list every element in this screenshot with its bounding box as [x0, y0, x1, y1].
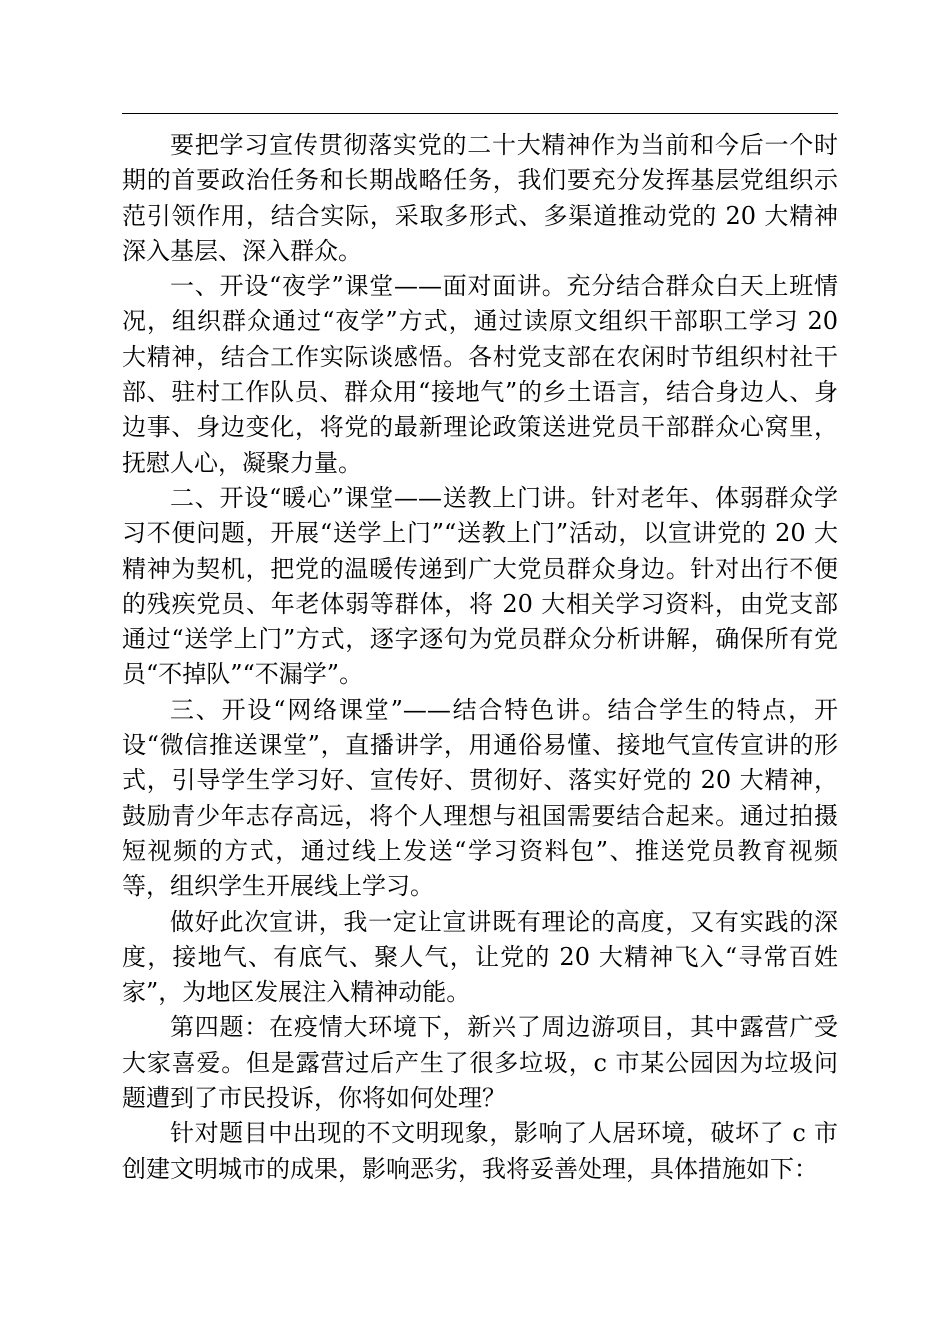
paragraph-answer-intro: 针对题目中出现的不文明现象，影响了人居环境，破坏了 c 市创建文明城市的成果，影响恶劣，我将妥善处理，具体措施如下： [122, 1119, 838, 1183]
paragraph-night-class: 一、开设“夜学”课堂——面对面讲。充分结合群众白天上班情况，组织群众通过“夜学”方式，通过读原文组织干部职工学习 20 大精神，结合工作实际谈感悟。各村党支部在农闲时节组织村社干部、驻村工作队员、群众用“接地气”的乡土语言，结合身边人、身边事、身边变化，将党的最新理论政策送进党员干部群众心窝里，抚慰人心，凝聚力量。 [122, 272, 838, 477]
paragraph-online-class: 三、开设“网络课堂”——结合特色讲。结合学生的特点，开设“微信推送课堂”，直播讲学，用通俗易懂、接地气宣传宣讲的形式，引导学生学习好、宣传好、贯彻好、落实好党的 20 大精神，鼓励青少年志存高远，将个人理想与祖国需要结合起来。通过拍摄短视频的方式，通过线上发送“学习资料包”、推送党员教育视频等，组织学生开展线上学习。 [122, 695, 838, 901]
header-rule [122, 113, 838, 114]
paragraph-intro: 要把学习宣传贯彻落实党的二十大精神作为当前和今后一个时期的首要政治任务和长期战略任务，我们要充分发挥基层党组织示范引领作用，结合实际，采取多形式、多渠道推动党的 20 大精神深入基层、深入群众。 [122, 131, 838, 265]
paragraph-warm-class: 二、开设“暖心”课堂——送教上门讲。针对老年、体弱群众学习不便问题，开展“送学上门”“送教上门”活动，以宣讲党的 20 大精神为契机，把党的温暖传递到广大党员群众身边。针对出行不便的残疾党员、年老体弱等群体，将 20 大相关学习资料，由党支部通过“送学上门”方式，逐字逐句为党员群众分析讲解，确保所有党员“不掉队”“不漏学”。 [122, 483, 838, 689]
paragraph-question-four: 第四题：在疫情大环境下，新兴了周边游项目，其中露营广受大家喜爱。但是露营过后产生了很多垃圾，c 市某公园因为垃圾问题遭到了市民投诉，你将如何处理？ [122, 1013, 838, 1113]
document-body [122, 128, 838, 1187]
paragraph-conclusion: 做好此次宣讲，我一定让宣讲既有理论的高度，又有实践的深度，接地气、有底气、聚人气，让党的 20 大精神飞入“寻常百姓家”，为地区发展注入精神动能。 [122, 907, 838, 1007]
